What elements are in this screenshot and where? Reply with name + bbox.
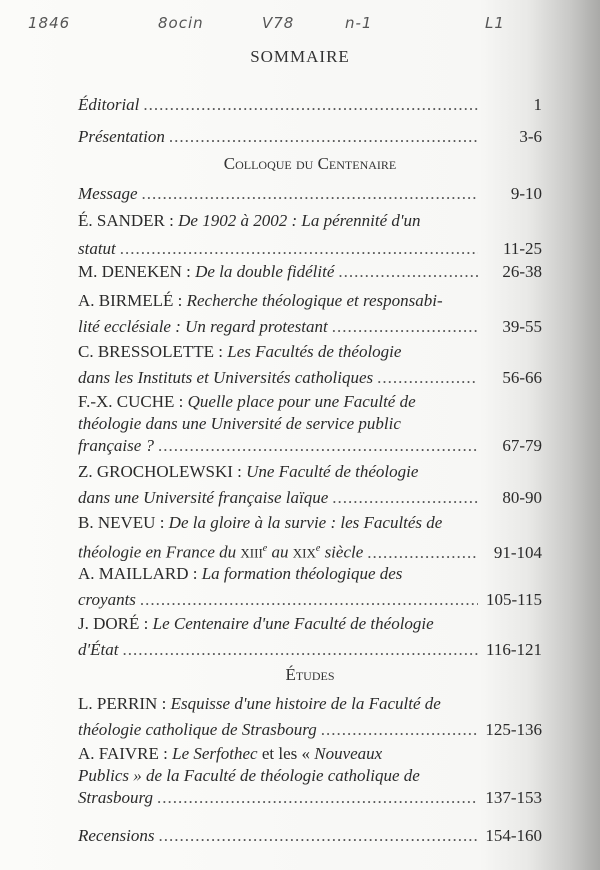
entry-pages: 91-104 [493,542,542,562]
dot-leader [140,589,478,611]
entry-title: statut [78,239,116,258]
entry-title: Message [78,184,138,203]
entry-author: M. DENEKEN : [78,262,191,281]
toc-entry-editorial [78,94,542,116]
entry-pages: 125-136 [485,720,542,739]
dot-leader [143,94,478,116]
entry-author: B. NEVEU : [78,513,165,532]
dot-leader [332,316,478,338]
dot-leader [332,487,478,509]
toc-entry-presentation [78,126,542,148]
entry-title: Le Centenaire d'une Faculté de théologie [152,614,434,633]
entry-title: De 1902 à 2002 : La pérennité d'un [178,211,421,230]
entry-title: De la gloire à la survie : les Facultés de [168,513,443,532]
entry-title: » de la Faculté de théologie catholique de [129,766,420,785]
toc-entry-maillard [78,563,542,611]
toc-entry-message [78,183,542,205]
section-heading-etudes: Études [285,665,335,684]
handwritten-note: 1846 [28,14,71,32]
toc-entry-grocholewski [78,461,542,509]
entry-author: F.-X. CUCHE : [78,392,184,411]
entry-title: d'État [78,640,119,659]
entry-pages: 3-6 [519,127,542,146]
entry-title: Le Serfothec [172,744,258,763]
entry-author: L. PERRIN : [78,694,167,713]
entry-pages: 56-66 [502,368,542,387]
entry-title: Les Facultés de théologie [227,342,402,361]
section-heading-colloque: Colloque du Centenaire [223,154,397,173]
entry-title: De la double fidélité [195,262,335,281]
handwritten-note: L1 [485,14,505,32]
entry-title: lité ecclésiale : Un regard protestant [78,317,328,336]
entry-title: et les « [257,744,315,763]
dot-leader [338,261,478,283]
dot-leader [157,787,478,809]
toc-entry-dore [78,613,542,661]
entry-pages: 137-153 [485,788,542,807]
dot-leader [141,183,478,205]
entry-pages: 116-121 [485,640,542,659]
entry-author: A. MAILLARD : [78,564,198,583]
dot-leader [158,825,478,847]
dot-leader [122,639,478,661]
dot-leader [321,719,478,741]
handwritten-note: V78 [262,14,295,32]
entry-title: Éditorial [78,95,140,114]
entry-pages: 67-79 [502,436,542,455]
entry-pages: 11-25 [502,239,542,258]
entry-title: dans une Université française laïque [78,488,329,507]
handwritten-note: 8ocin [158,14,204,32]
entry-pages: 26-38 [502,262,542,281]
entry-pages: 9-10 [510,184,542,203]
toc-entry-neveu [78,512,542,565]
entry-title: Recherche théologique et responsabi- [186,291,443,310]
handwritten-note: n-1 [345,14,373,32]
entry-author: C. BRESSOLETTE : [78,342,223,361]
entry-title: théologie catholique de Strasbourg [78,720,317,739]
entry-title: Esquisse d'une histoire de la Faculté de [170,694,441,713]
dot-leader [169,126,478,148]
entry-author: A. FAIVRE : [78,744,168,763]
entry-title: Présentation [78,127,165,146]
entry-title: Publics [78,766,129,785]
entry-pages: 1 [533,95,542,114]
entry-title: La formation théologique des [201,564,403,583]
dot-leader [120,238,478,260]
entry-title: Quelle place pour une Faculté de [187,392,416,411]
entry-author: É. SANDER : [78,211,174,230]
toc-entry-recensions [78,825,542,847]
entry-author: Z. GROCHOLEWSKI : [78,462,242,481]
entry-title: française ? [78,436,155,455]
entry-title: théologie dans une Université de service public [78,414,401,433]
toc-entry-sander [78,210,542,260]
dot-leader [158,435,478,457]
toc-entry-perrin [78,693,542,741]
entry-title: théologie en France du XIIIe au XIXe siècle [78,542,364,562]
page-title: SOMMAIRE [250,47,350,66]
entry-title: Strasbourg [78,788,153,807]
entry-author: A. BIRMELÉ : [78,291,183,310]
toc-entry-faivre [78,743,542,809]
dot-leader [377,367,478,389]
dot-leader [367,542,478,564]
toc-entry-birmele [78,290,542,338]
entry-title: dans les Instituts et Universités catholiques [78,368,374,387]
entry-pages: 105-115 [485,590,542,609]
toc-entry-bressolette [78,341,542,389]
entry-title: Nouveaux [314,744,383,763]
entry-title: Recensions [78,826,155,845]
toc-entry-deneken [78,261,542,283]
toc-entry-cuche [78,391,542,457]
entry-author: J. DORÉ : [78,614,149,633]
entry-title: Une Faculté de théologie [246,462,419,481]
entry-pages: 80-90 [502,488,542,507]
entry-title: croyants [78,590,136,609]
entry-pages: 154-160 [485,826,542,845]
entry-pages: 39-55 [502,317,542,336]
